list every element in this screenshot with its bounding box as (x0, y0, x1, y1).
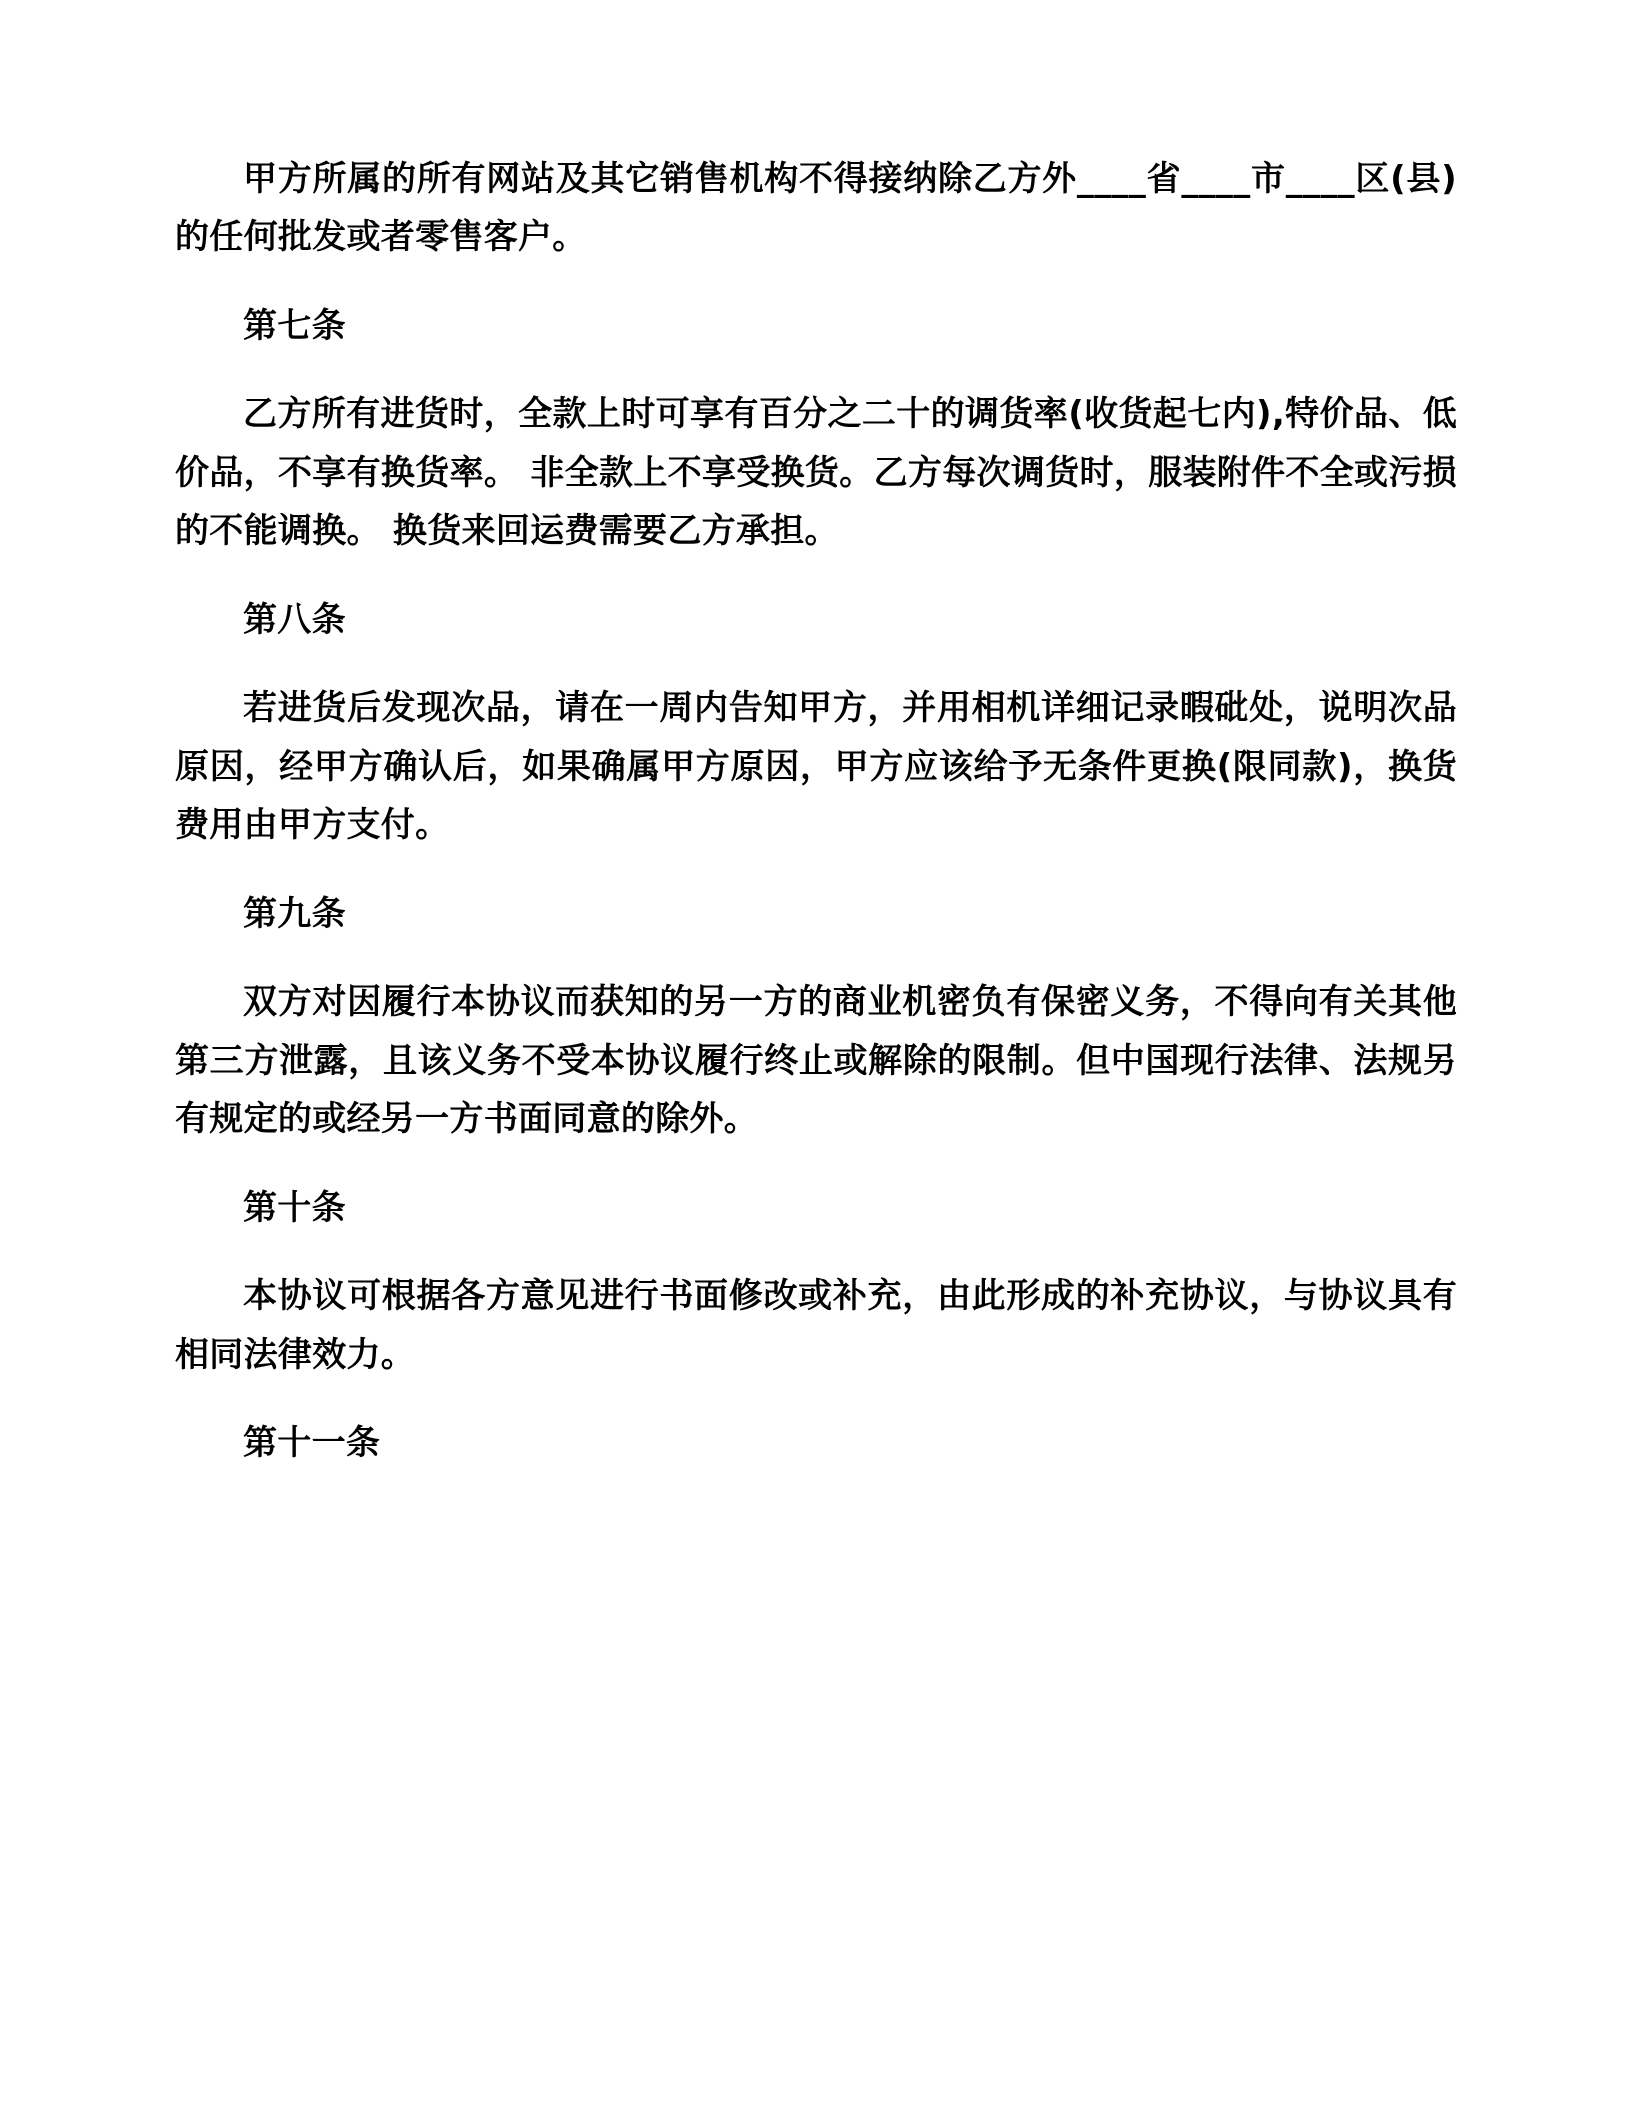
document-body (175, 150, 1457, 1472)
clause-9-heading: 第九条 (243, 893, 346, 934)
clause-8-body-paragraph: 若进货后发现次品，请在一周内告知甲方，并用相机详细记录暇砒处，说明次品原因，经甲方确认后，如果确属甲方原因，甲方应该给予无条件更换(限同款)，换货费用由甲方支付。 (175, 688, 1457, 846)
clause-8-heading: 第八条 (243, 599, 346, 640)
clause-10-heading: 第十条 (243, 1187, 346, 1228)
clause-7-body-paragraph: 乙方所有进货时，全款上时可享有百分之二十的调货率(收货起七内),特价品、低价品，不享有换货率。 非全款上不享受换货。乙方每次调货时，服装附件不全或污损的不能调换。 换货来回运费需要乙方承担。 (175, 394, 1457, 552)
clause-10-body-paragraph: 本协议可根据各方意见进行书面修改或补充，由此形成的补充协议，与协议具有相同法律效力。 (175, 1276, 1457, 1375)
clause-7-heading: 第七条 (243, 305, 346, 346)
clause-11-heading: 第十一条 (243, 1422, 381, 1463)
clause-9-body-paragraph: 双方对因履行本协议而获知的另一方的商业机密负有保密义务，不得向有关其他第三方泄露，且该义务不受本协议履行终止或解除的限制。但中国现行法律、法规另有规定的或经另一方书面同意的除外。 (175, 982, 1457, 1140)
clause-6-body-paragraph: 甲方所属的所有网站及其它销售机构不得接纳除乙方外____省____市____区(县)的任何批发或者零售客户。 (175, 159, 1457, 258)
